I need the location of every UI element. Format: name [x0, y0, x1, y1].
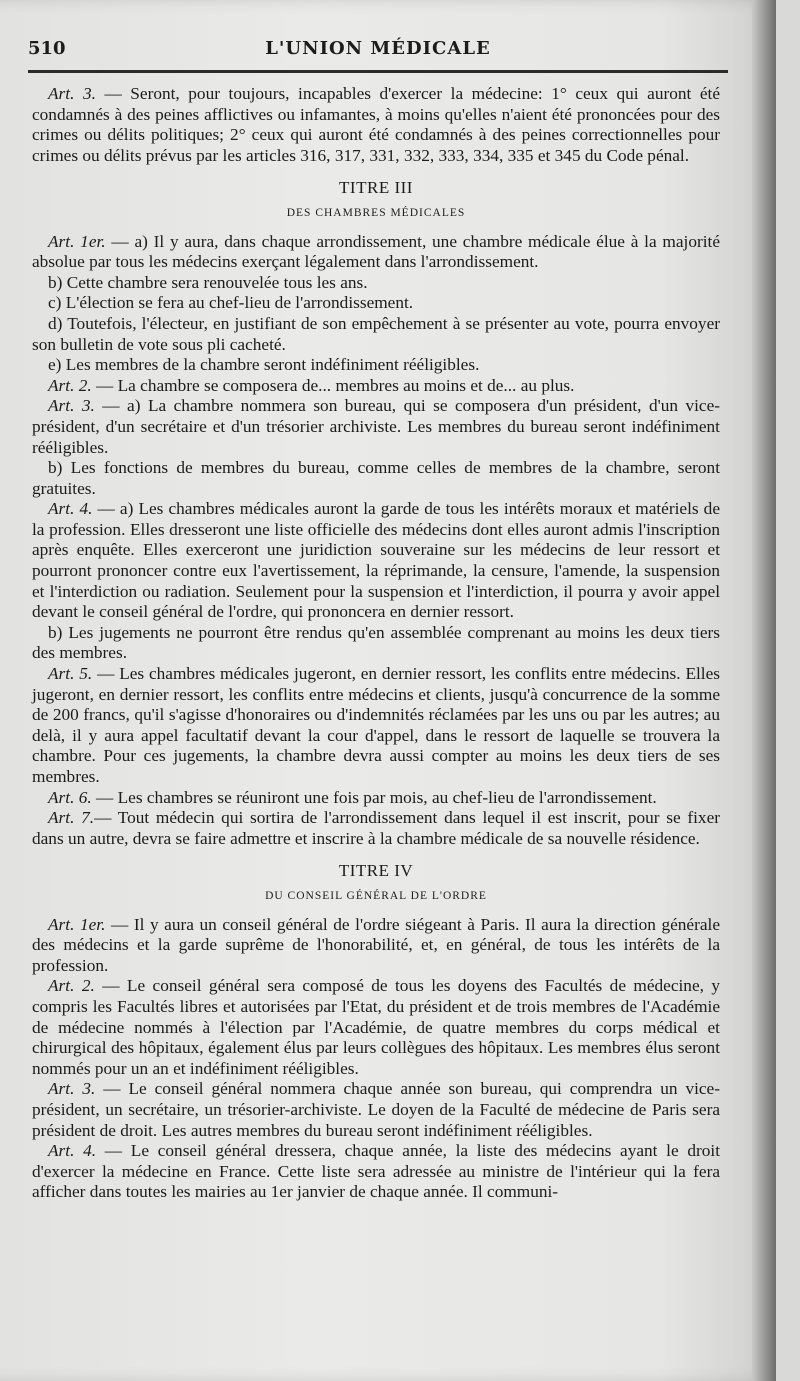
- section-subtitle: DU CONSEIL GÉNÉRAL DE L'ORDRE: [265, 889, 487, 902]
- paragraph-text: — a) Il y aura, dans chaque arrondissement, une chambre médicale élue à la majorité absolue par tous les médecins exerçant légalement dans l'arrondissement.: [32, 231, 720, 272]
- paragraph-text: e) Les membres de la chambre seront indéfiniment rééligibles.: [48, 355, 480, 375]
- paragraph-text: — Tout médecin qui sortira de l'arrondissement dans lequel il est inscrit, pour se fixer dans un autre, devra se faire admettre et inscrire à la chambre médicale de sa nouvelle résidence.: [32, 808, 720, 848]
- paragraph: [32, 293, 720, 314]
- paragraph: [32, 232, 720, 273]
- article-number: Art. 7.: [48, 808, 95, 828]
- article-number: Art. 2.: [48, 976, 95, 996]
- paragraph-text: — Le conseil général dressera, chaque année, la liste des médecins ayant le droit d'exercer la médecine en France. Cette liste sera adressée au ministre de l'intérieur qui la fera afficher dans toutes les mairies au 1er janvier de chaque année. Il communi-: [32, 1141, 721, 1202]
- paragraph: [32, 976, 720, 1079]
- paragraph: [32, 396, 720, 458]
- paragraph-text: — Les chambres médicales jugeront, en dernier ressort, les conflits entre médecins. Elles jugeront, en dernier ressort, les conflits entre médecins et clients, jusqu'à concurrence de la somme de 200 francs, qu'il s'agisse d'honoraires ou d'indemnités réclamées par les uns ou par les autres; au delà, il y aura appel facultatif devant la cour d'appel, dans le ressort de laquelle se trouvera la chambre. Pour ces jugements, la chambre devra aussi compter au moins les deux tiers de ses membres.: [32, 664, 721, 786]
- article-number: Art. 2.: [48, 375, 92, 395]
- paragraph: [32, 84, 720, 166]
- section-title: TITRE III: [339, 178, 413, 198]
- paragraph-text: — Il y aura un conseil général de l'ordre siégeant à Paris. Il aura la direction générale des médecins et la garde suprême de l'honorabilité, et, en général, de tous les intérêts de la profession.: [32, 914, 720, 975]
- paragraph: [32, 273, 720, 294]
- page-header: [28, 36, 728, 73]
- paragraph-text: — Seront, pour toujours, incapables d'exercer la médecine: 1° ceux qui auront été condamnés à des peines afflictives ou infamantes, à moins qu'elles n'aient été prononcées pour des crimes ou délits politiques; 2° ceux qui auront été condamnés à des peines correctionnelles pour crimes ou délits prévus par les articles 316, 317, 331, 332, 333, 334, 335 et 345 du Code pénal.: [32, 84, 720, 165]
- article-number: Art. 1er.: [48, 231, 106, 251]
- paragraph-text: d) Toutefois, l'électeur, en justifiant de son empêchement à se présenter au vote, pourra envoyer son bulletin de vote sous pli cacheté.: [32, 313, 720, 354]
- paragraph: [32, 808, 720, 849]
- article-number: Art. 3.: [48, 1079, 96, 1099]
- paragraph: [32, 664, 720, 788]
- paragraph: [32, 788, 720, 809]
- paragraph-text: — Le conseil général nommera chaque année son bureau, qui comprendra un vice-président, un secrétaire, un trésorier-archiviste. Le doyen de la Faculté de médecine de Paris sera président de droit. Les autres membres du bureau seront indéfiniment rééligibles.: [32, 1079, 720, 1140]
- paragraph: [32, 314, 720, 355]
- article-number: Art. 5.: [48, 664, 93, 684]
- page-number: 510: [28, 38, 66, 59]
- paragraph-text: — Les chambres se réuniront une fois par mois, au chef-lieu de l'arrondissement.: [91, 787, 657, 807]
- paragraph-text: b) Les jugements ne pourront être rendus qu'en assemblée comprenant au moins les deux tiers des membres.: [32, 622, 720, 663]
- paragraph: [32, 623, 720, 664]
- paragraph: [32, 376, 720, 397]
- paragraph: [32, 499, 720, 623]
- article-number: Art. 3.: [48, 84, 96, 103]
- page-edge-shadow: [752, 0, 776, 1381]
- article-number: Art. 4.: [48, 499, 93, 519]
- paragraph: [32, 458, 720, 499]
- section-subtitle: DES CHAMBRES MÉDICALES: [286, 206, 466, 219]
- paragraph-text: — a) Les chambres médicales auront la garde de tous les intérêts moraux et matériels de la profession. Elles dresseront une liste officielle des médecins dont elles auront admis l'inscription après enquête. Elles exerceront une juridiction souveraine sur les médecins de leur ressort et pourront prononcer contre eux l'avertissement, la réprimande, la censure, l'amende, la suspension et l'interdiction ou radiation. Seulement pour la suspension et l'interdiction, il pourra y avoir appel devant le conseil général de l'ordre, qui prononcera en dernier ressort.: [32, 499, 720, 622]
- article-number: Art. 1er.: [48, 914, 106, 934]
- paragraph-text: — Le conseil général sera composé de tous les doyens des Facultés de médecine, y compris les Facultés libres et autorisées par l'Etat, du président et de trois membres de l'Académie de médecine nommés à l'élection par l'Académie, de quatre membres du corps médical et chirurgical des hôpitaux, également élus par leurs collègues des hôpitaux. Les membres élus seront nommés pour un an et indéfiniment rééligibles.: [32, 976, 720, 1078]
- paragraph-text: b) Les fonctions de membres du bureau, comme celles de membres de la chambre, seront gratuites.: [32, 458, 720, 498]
- paragraph-text: — a) La chambre nommera son bureau, qui se composera d'un président, d'un vice-président, d'un secrétaire et d'un trésorier archiviste. Les membres du bureau seront indéfiniment rééligibles.: [32, 396, 721, 457]
- article-body: [32, 84, 720, 1203]
- paragraph: [32, 1079, 720, 1141]
- paragraph: [32, 355, 720, 376]
- paragraph: [32, 915, 720, 977]
- article-number: Art. 6.: [48, 787, 92, 807]
- article-number: Art. 4.: [48, 1141, 97, 1161]
- section-title: TITRE IV: [338, 861, 414, 881]
- journal-title: L'UNION MÉDICALE: [265, 38, 491, 59]
- article-number: Art. 3.: [48, 396, 95, 416]
- paragraph-text: b) Cette chambre sera renouvelée tous les ans.: [48, 272, 368, 292]
- paragraph: [32, 1141, 720, 1203]
- paragraph-text: — La chambre se composera de... membres au moins et de... au plus.: [91, 375, 575, 395]
- paragraph-text: c) L'élection se fera au chef-lieu de l'arrondissement.: [48, 293, 414, 313]
